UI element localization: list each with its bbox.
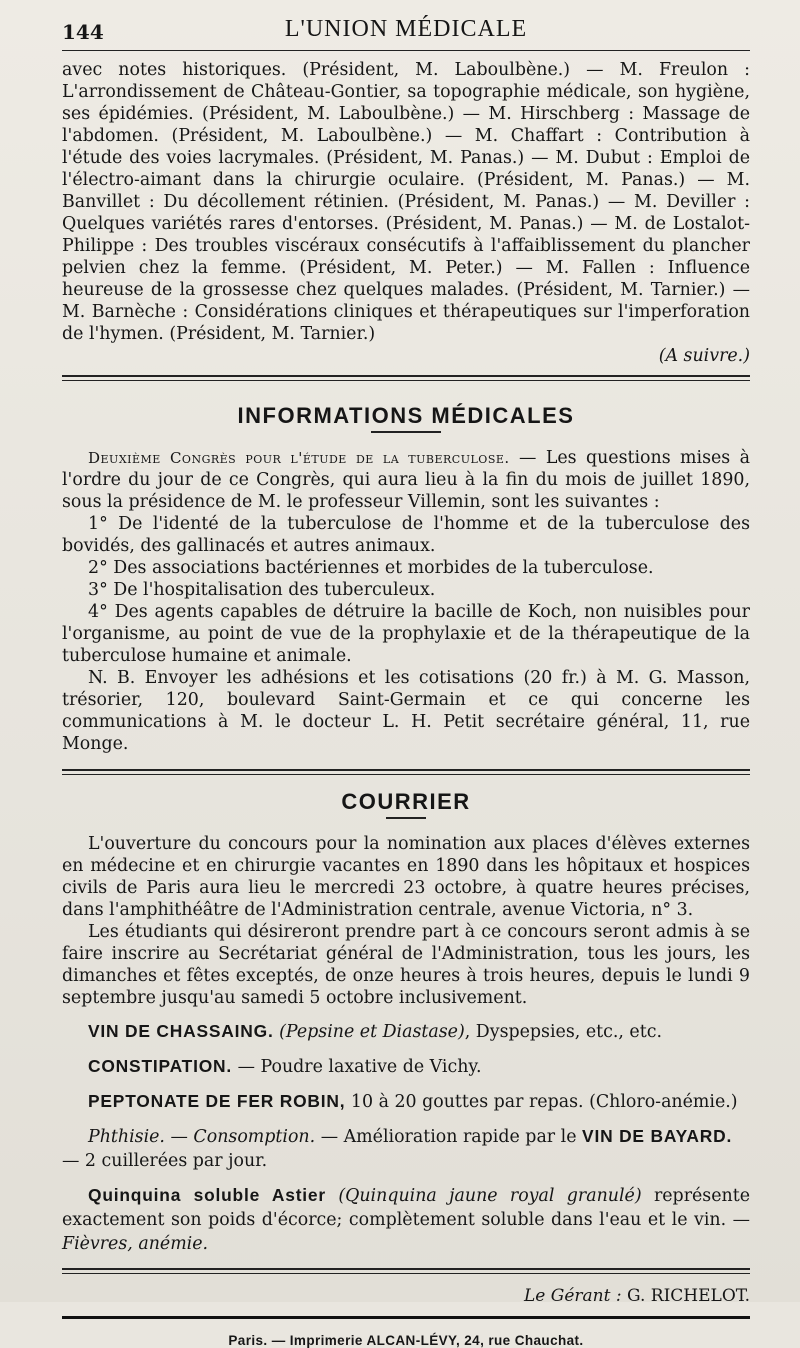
running-head (62, 14, 750, 48)
opening-text: avec notes historiques. (Président, M. Laboulbène.) — M. Freulon : L'arrondissement de Château-Gontier, sa topographie médicale, son hygiène, ses épidémies. (Président, M. Laboulbène.) — M. Hirschberg : Massage de l'abdomen. (Président, M. Laboulbène.) — M. Chaffart : Contribution à l'étude des voies lacrymales. (Président, M. Panas.) — M. Dubut : Emploi de l'électro-aimant dans la chirurgie oculaire. (Président, M. Panas.) — M. Banvillet : Du décollement rétinien. (Président, M. Panas.) — M. Deviller : Quelques variétés rares d'entorses. (Président, M. Panas.) — M. de Lostalot-Philippe : Des troubles viscéraux consécutifs à l'affaiblissement du plancher pelvien chez la femme. (Président, M. Peter.) — M. Fallen : Influence heureuse de la grossesse chez quelques malades. (Président, M. Tarnier.) — M. Barnèche : Considérations cliniques et thérapeutiques sur l'imperforation de l'hymen. (Président, M. Tarnier.) (62, 60, 750, 344)
ad-name: Quinquina soluble Astier (88, 1185, 326, 1205)
ad-dash: — (164, 1127, 194, 1147)
ad-constipation (62, 1054, 750, 1079)
footer-divider (62, 1268, 750, 1274)
congress-lead (62, 447, 750, 513)
question-item-1: 1° De l'identé de la tuberculose de l'homme et de la tuberculose des bovidés, des gallinacés et autres animaux. (62, 514, 750, 556)
courrier-title-rule (386, 817, 426, 819)
courrier-paragraph-1: L'ouverture du concours pour la nomination aux places d'élèves externes en médecine et en chirurgie vacantes en 1890 dans les hôpitaux et hospices civils de Paris aura lieu le mercredi 23 octobre, à quatre heures précises, dans l'amphithéâtre de l'Administration centrale, avenue Victoria, n° 3. (62, 834, 750, 920)
section-divider (62, 375, 750, 381)
ad-vin-bayard (62, 1124, 750, 1173)
ad-vin-chassaing (62, 1019, 750, 1044)
congress-lead-text: — Les questions mises à l'ordre du jour de ce Congrès, qui aura lieu à la fin du mois de juillet 1890, sous la présidence de M. le professeur Villemin, sont les suivantes : (62, 448, 750, 512)
ad-peptonate (62, 1089, 750, 1114)
ad-quinquina (62, 1183, 750, 1256)
ad-italic: Phthisie. (88, 1127, 165, 1147)
gerant-name: G. RICHELOT. (626, 1286, 750, 1306)
ad-italic: (Quinquina jaune royal granulé) (338, 1186, 642, 1206)
ad-rest: — 2 cuillerées par jour. (62, 1151, 268, 1171)
header-rule (62, 50, 750, 51)
ad-mid: — Amélioration rapide par le (315, 1127, 583, 1147)
question-item-3: 3° De l'hospitalisation des tuberculeux. (88, 580, 436, 600)
ad-italic-2: Consomption. (193, 1127, 316, 1147)
ad-rest: 10 à 20 gouttes par repas. (Chloro-anémie.) (345, 1092, 738, 1112)
ad-italic: (Pepsine et Diastase) (279, 1022, 465, 1042)
informations-title: INFORMATIONS MÉDICALES (237, 403, 575, 428)
gerant-label: Le Gérant : (524, 1286, 622, 1306)
ad-name: VIN DE CHASSAING. (88, 1021, 274, 1041)
courrier-title: COURRIER (341, 789, 471, 814)
opening-paragraph (62, 59, 750, 367)
ad-name: VIN DE BAYARD. (582, 1126, 733, 1146)
ad-name: PEPTONATE DE FER ROBIN, (88, 1091, 346, 1111)
courrier-paragraph-2: Les étudiants qui désireront prendre part à ce concours seront admis à se faire inscrire au Secrétariat général de l'Administration, tous les jours, les dimanches et fêtes exceptés, de onze heures à trois heures, depuis le lundi 9 septembre jusqu'au samedi 5 octobre inclusivement. (62, 922, 750, 1008)
printer-line: Paris. — Imprimerie ALCAN-LÉVY, 24, rue Chauchat. (228, 1333, 584, 1348)
congress-name: Deuxième Congrès pour l'étude de la tuberculose. (88, 449, 510, 467)
ad-name: CONSTIPATION. (88, 1056, 233, 1076)
gerant-line (62, 1286, 750, 1306)
title-rule (371, 431, 441, 433)
ad-italic-end: Fièvres, anémie. (62, 1234, 209, 1254)
page-number: 144 (62, 20, 104, 44)
question-item-4: 4° Des agents capables de détruire la bacille de Koch, non nuisibles pour l'organisme, au point de vue de la prophylaxie et de la thérapeutique de la tuberculose humaine et animale. (62, 602, 750, 666)
printer-rule (62, 1316, 750, 1319)
section-divider-2 (62, 769, 750, 775)
ad-rest: , Dyspepsies, etc., etc. (464, 1022, 662, 1042)
journal-title: L'UNION MÉDICALE (284, 16, 528, 42)
ad-rest: — Poudre laxative de Vichy. (232, 1057, 482, 1077)
question-item-2: 2° Des associations bactériennes et morbides de la tuberculose. (88, 558, 654, 578)
ad-rest: représente exactement son poids d'écorce; complètement soluble dans l'eau et le vin. — (62, 1186, 750, 1230)
nb-paragraph: N. B. Envoyer les adhésions et les cotisations (20 fr.) à M. G. Masson, trésorier, 120, boulevard Saint-Germain et ce qui concerne les communications à M. le docteur L. H. Petit secrétaire général, 11, rue Monge. (62, 668, 750, 754)
suite-note: (A suivre.) (658, 346, 750, 366)
